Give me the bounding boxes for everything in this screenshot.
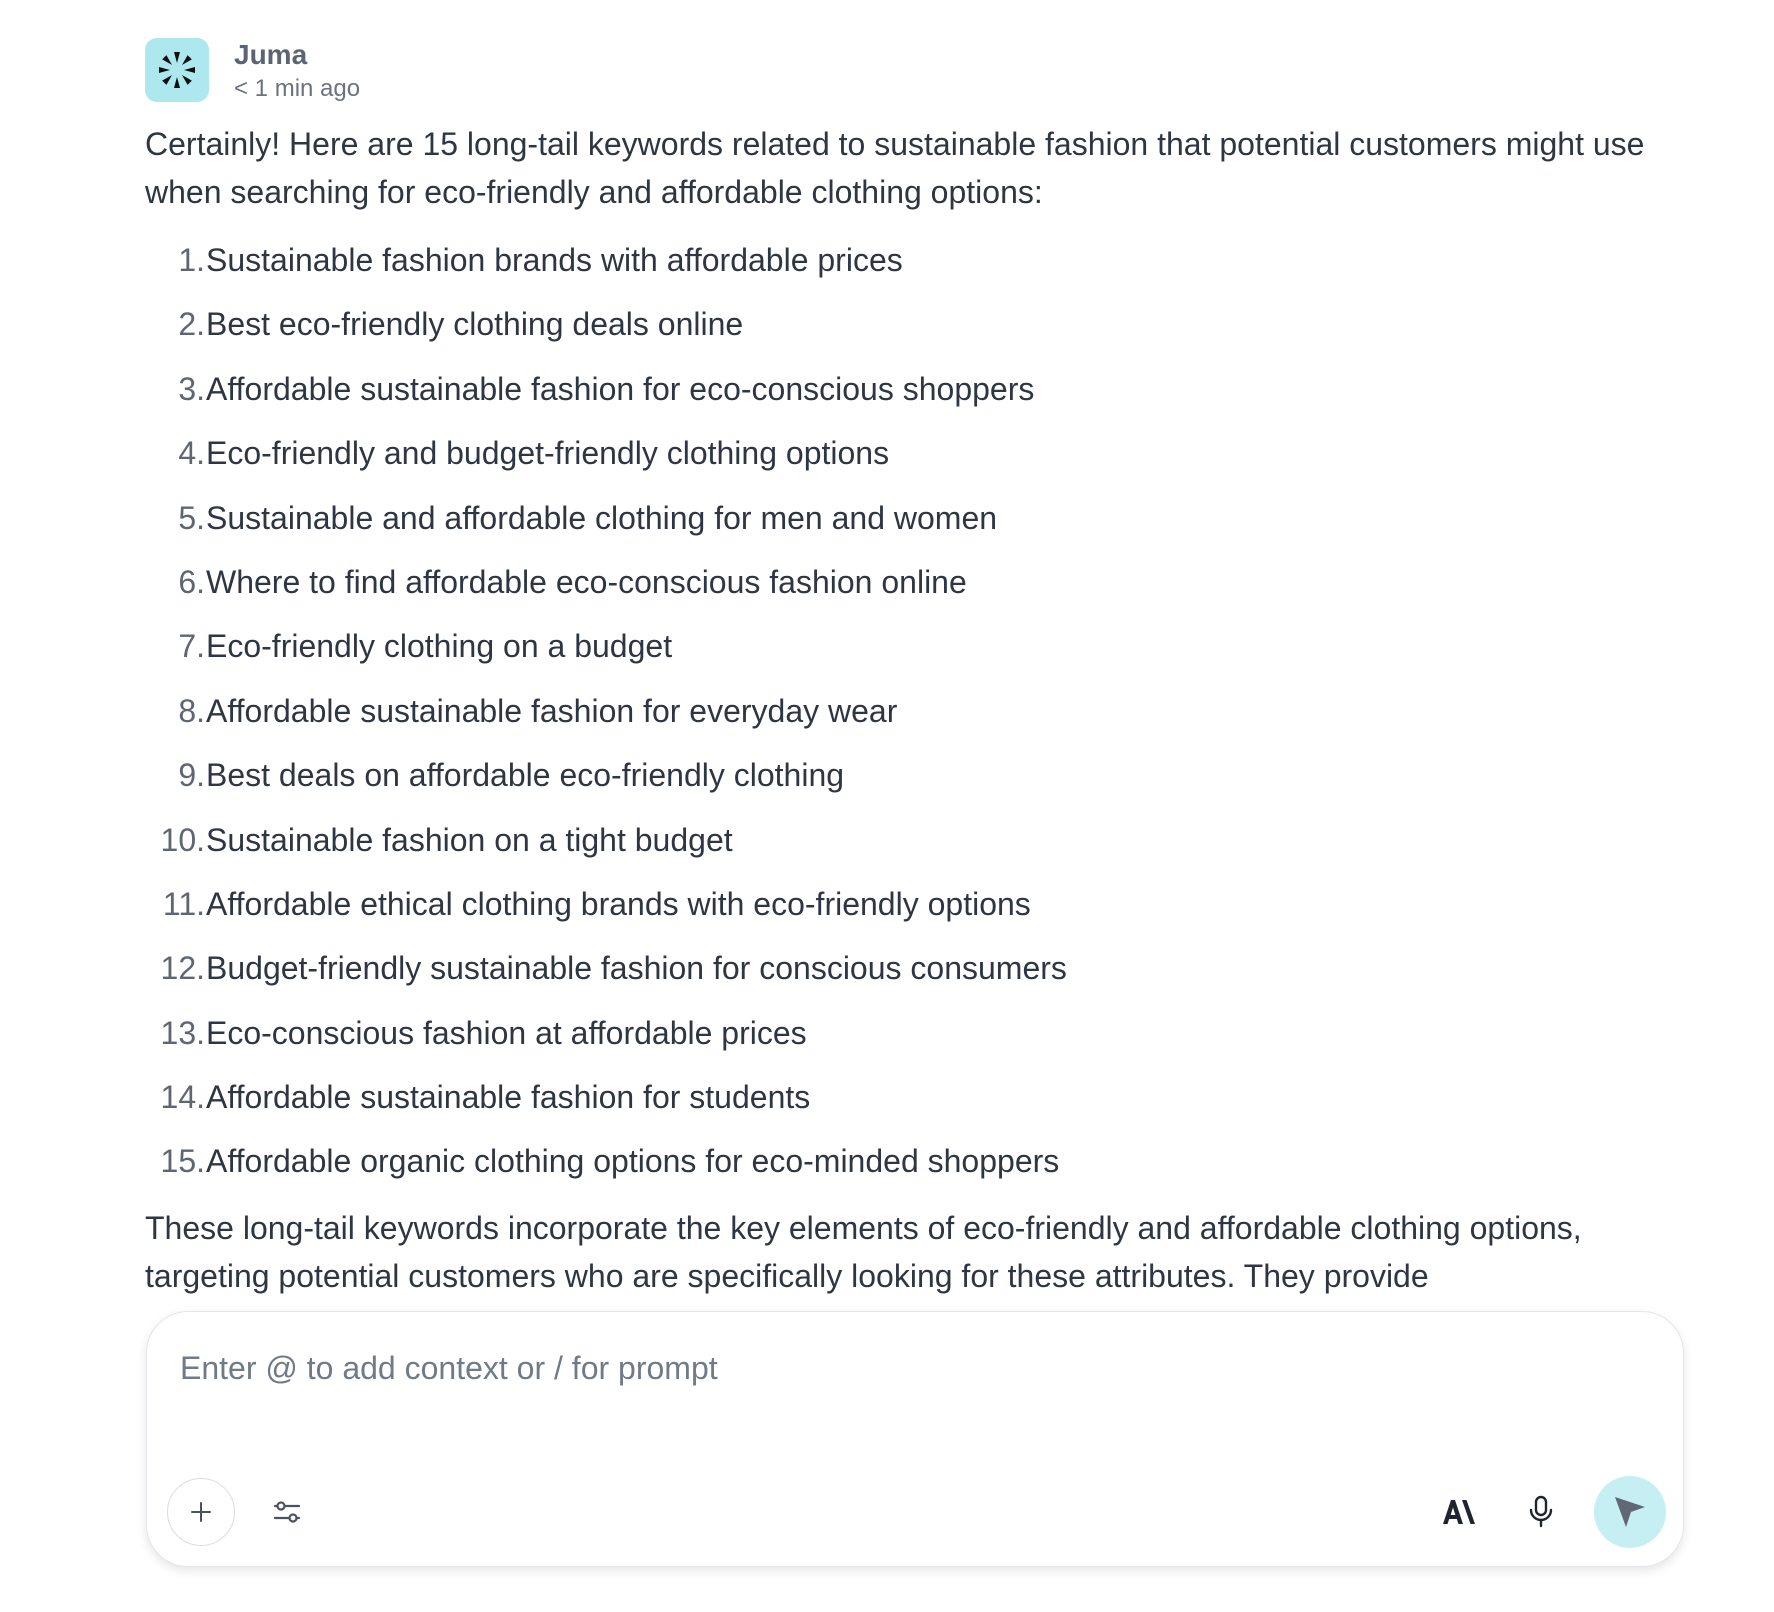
keyword-text: Where to find affordable eco-conscious fashion online (206, 563, 967, 600)
message-header (145, 38, 1680, 104)
keyword-text: Sustainable and affordable clothing for men and women (206, 499, 998, 536)
keyword-list-item (145, 622, 1680, 686)
keyword-list-item (145, 1073, 1680, 1137)
keyword-number: 14. (160, 1079, 205, 1116)
keyword-text: Affordable sustainable fashion for students (206, 1079, 811, 1116)
keyword-number: 11. (162, 885, 205, 922)
keyword-text: Affordable ethical clothing brands with eco-friendly options (206, 885, 1031, 922)
keyword-list-item (145, 1137, 1680, 1201)
keyword-list-item (145, 944, 1680, 1008)
keyword-list-item (145, 494, 1680, 558)
keyword-number: 12. (160, 950, 205, 987)
keyword-number: 1. (178, 242, 205, 278)
anthropic-logo-icon (1441, 1499, 1477, 1525)
keyword-text: Sustainable fashion brands with affordable prices (206, 242, 903, 278)
keyword-number: 5. (178, 499, 205, 536)
plus-icon (189, 1500, 213, 1524)
author-block (234, 38, 360, 106)
microphone-button[interactable] (1523, 1492, 1559, 1532)
keyword-list-item (145, 880, 1680, 944)
keyword-number: 6. (178, 563, 205, 600)
keyword-number: 7. (178, 628, 205, 665)
keyword-number: 15. (160, 1143, 205, 1180)
keyword-list-item (145, 751, 1680, 815)
keyword-list-item (145, 816, 1680, 880)
send-icon (1611, 1493, 1649, 1531)
message-timestamp: < 1 min ago (234, 75, 361, 102)
keyword-text: Best eco-friendly clothing deals online (206, 306, 744, 343)
keyword-text: Eco-friendly and budget-friendly clothing options (206, 435, 890, 472)
keyword-list-item (145, 687, 1680, 751)
keyword-list-item (145, 1009, 1680, 1073)
message-intro: Certainly! Here are 15 long-tail keywords related to sustainable fashion that potential customers might use when searching for eco-friendly and affordable clothing options: (145, 126, 1645, 210)
keyword-list-item (145, 300, 1680, 364)
model-selector-button[interactable] (1437, 1494, 1481, 1530)
keyword-number: 10. (160, 821, 205, 858)
keyword-text: Sustainable fashion on a tight budget (206, 821, 733, 858)
keyword-number: 13. (160, 1014, 205, 1051)
keyword-text: Affordable sustainable fashion for everyday wear (206, 692, 898, 729)
add-button[interactable] (167, 1478, 235, 1546)
keyword-text: Affordable organic clothing options for eco-minded shoppers (206, 1143, 1060, 1180)
keyword-text: Budget-friendly sustainable fashion for conscious consumers (206, 950, 1067, 987)
prompt-input[interactable] (180, 1350, 1640, 1387)
keyword-number: 8. (178, 692, 205, 729)
keyword-list-item (145, 365, 1680, 429)
keyword-list (145, 236, 1680, 1202)
keyword-number: 3. (178, 370, 205, 407)
send-button[interactable] (1594, 1476, 1666, 1548)
settings-button[interactable] (270, 1495, 304, 1529)
message-outro: These long-tail keywords incorporate the key elements of eco-friendly and affordable clothing options, targeting potential customers who are specifically looking for these attributes. They provide (145, 1209, 1582, 1294)
keyword-text: Eco-conscious fashion at affordable prices (206, 1014, 807, 1051)
keyword-list-item (145, 236, 1680, 300)
keyword-number: 2. (178, 306, 205, 343)
keyword-text: Best deals on affordable eco-friendly clothing (206, 757, 845, 794)
keyword-text: Affordable sustainable fashion for eco-conscious shoppers (206, 370, 1035, 407)
keyword-number: 9. (178, 757, 205, 794)
keyword-list-item (145, 558, 1680, 622)
message-composer (146, 1311, 1684, 1567)
keyword-list-item (145, 429, 1680, 493)
keyword-text: Eco-friendly clothing on a budget (206, 628, 673, 665)
juma-logo-icon (155, 48, 199, 92)
sliders-icon (272, 1497, 302, 1527)
author-name: Juma (234, 39, 308, 70)
avatar (145, 38, 209, 102)
keyword-number: 4. (178, 435, 205, 472)
assistant-message (145, 38, 1680, 1300)
microphone-icon (1528, 1495, 1554, 1529)
